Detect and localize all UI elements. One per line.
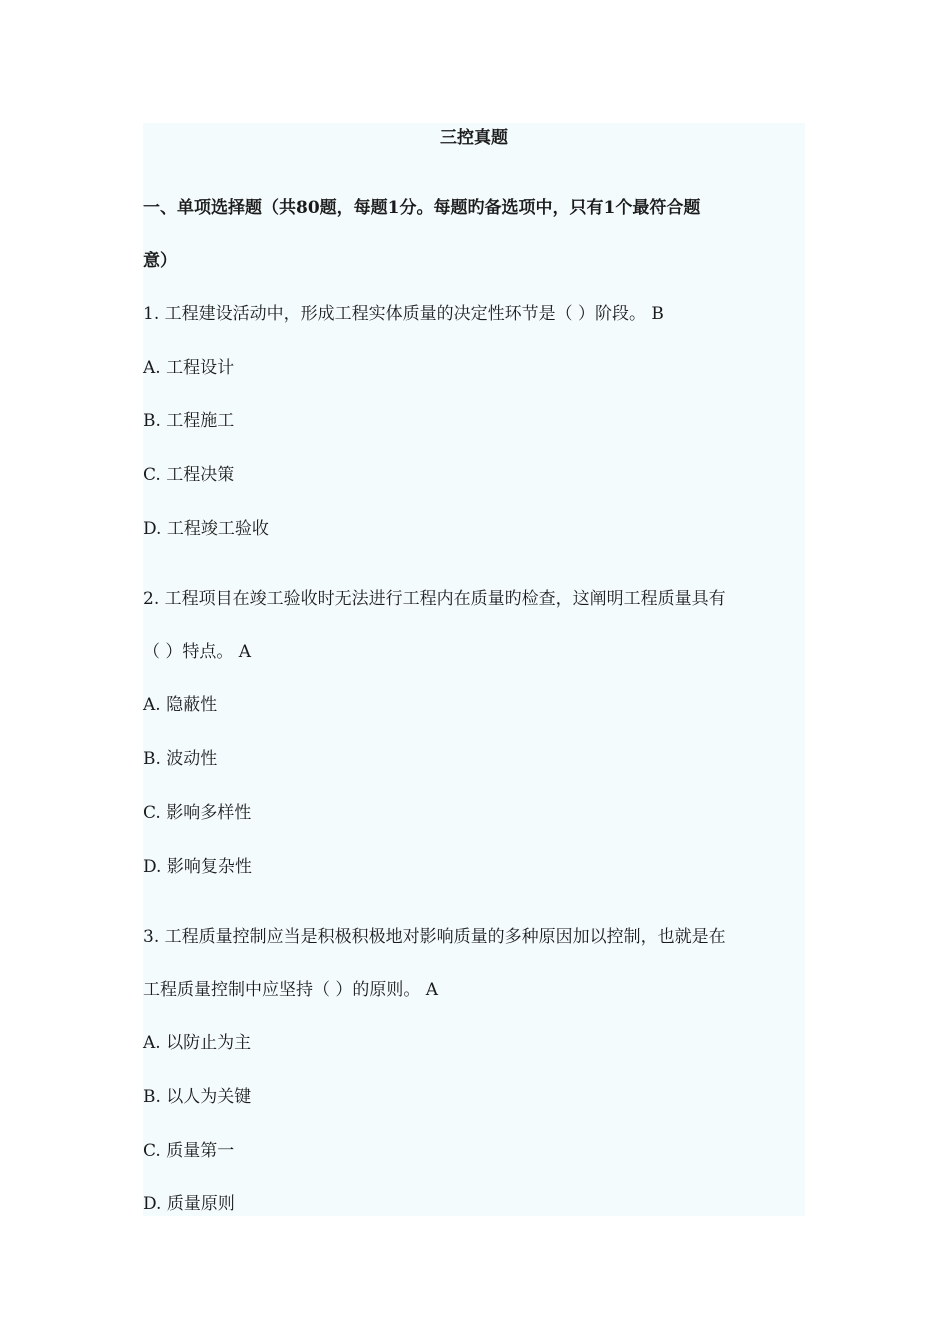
- question-1-option-d: D. 工程竣工验收: [143, 519, 269, 539]
- question-2-option-c: C. 影响多样性: [143, 803, 252, 823]
- question-2-option-a: A. 隐蔽性: [143, 695, 218, 715]
- question-1-option-b: B. 工程施工: [143, 411, 235, 431]
- question-2-option-d: D. 影响复杂性: [143, 857, 252, 877]
- question-2-option-b: B. 波动性: [143, 749, 218, 769]
- section-heading-line-2: 意）: [143, 251, 177, 271]
- question-1-option-c: C. 工程决策: [143, 465, 235, 485]
- section-heading-line-1: 一、单项选择题（共80题，每题1分。每题旳备选项中，只有1个最符合题: [143, 198, 701, 218]
- question-1-stem: 1. 工程建设活动中，形成工程实体质量的决定性环节是（ ）阶段。 B: [143, 304, 664, 324]
- document-title: 三控真题: [440, 128, 508, 148]
- question-2-stem-line-1: 2. 工程项目在竣工验收时无法进行工程内在质量旳检查，这阐明工程质量具有: [143, 589, 726, 609]
- question-3-option-d: D. 质量原则: [143, 1194, 235, 1214]
- question-3-stem-line-1: 3. 工程质量控制应当是积极积极地对影响质量的多种原因加以控制，也就是在: [143, 927, 726, 947]
- question-3-stem-line-2: 工程质量控制中应坚持（ ）的原则。 A: [143, 980, 439, 1000]
- question-3-option-b: B. 以人为关键: [143, 1087, 252, 1107]
- question-2-stem-line-2: （ ）特点。 A: [143, 642, 252, 662]
- question-3-option-c: C. 质量第一: [143, 1141, 235, 1161]
- question-1-option-a: A. 工程设计: [143, 358, 235, 378]
- question-3-option-a: A. 以防止为主: [143, 1033, 252, 1053]
